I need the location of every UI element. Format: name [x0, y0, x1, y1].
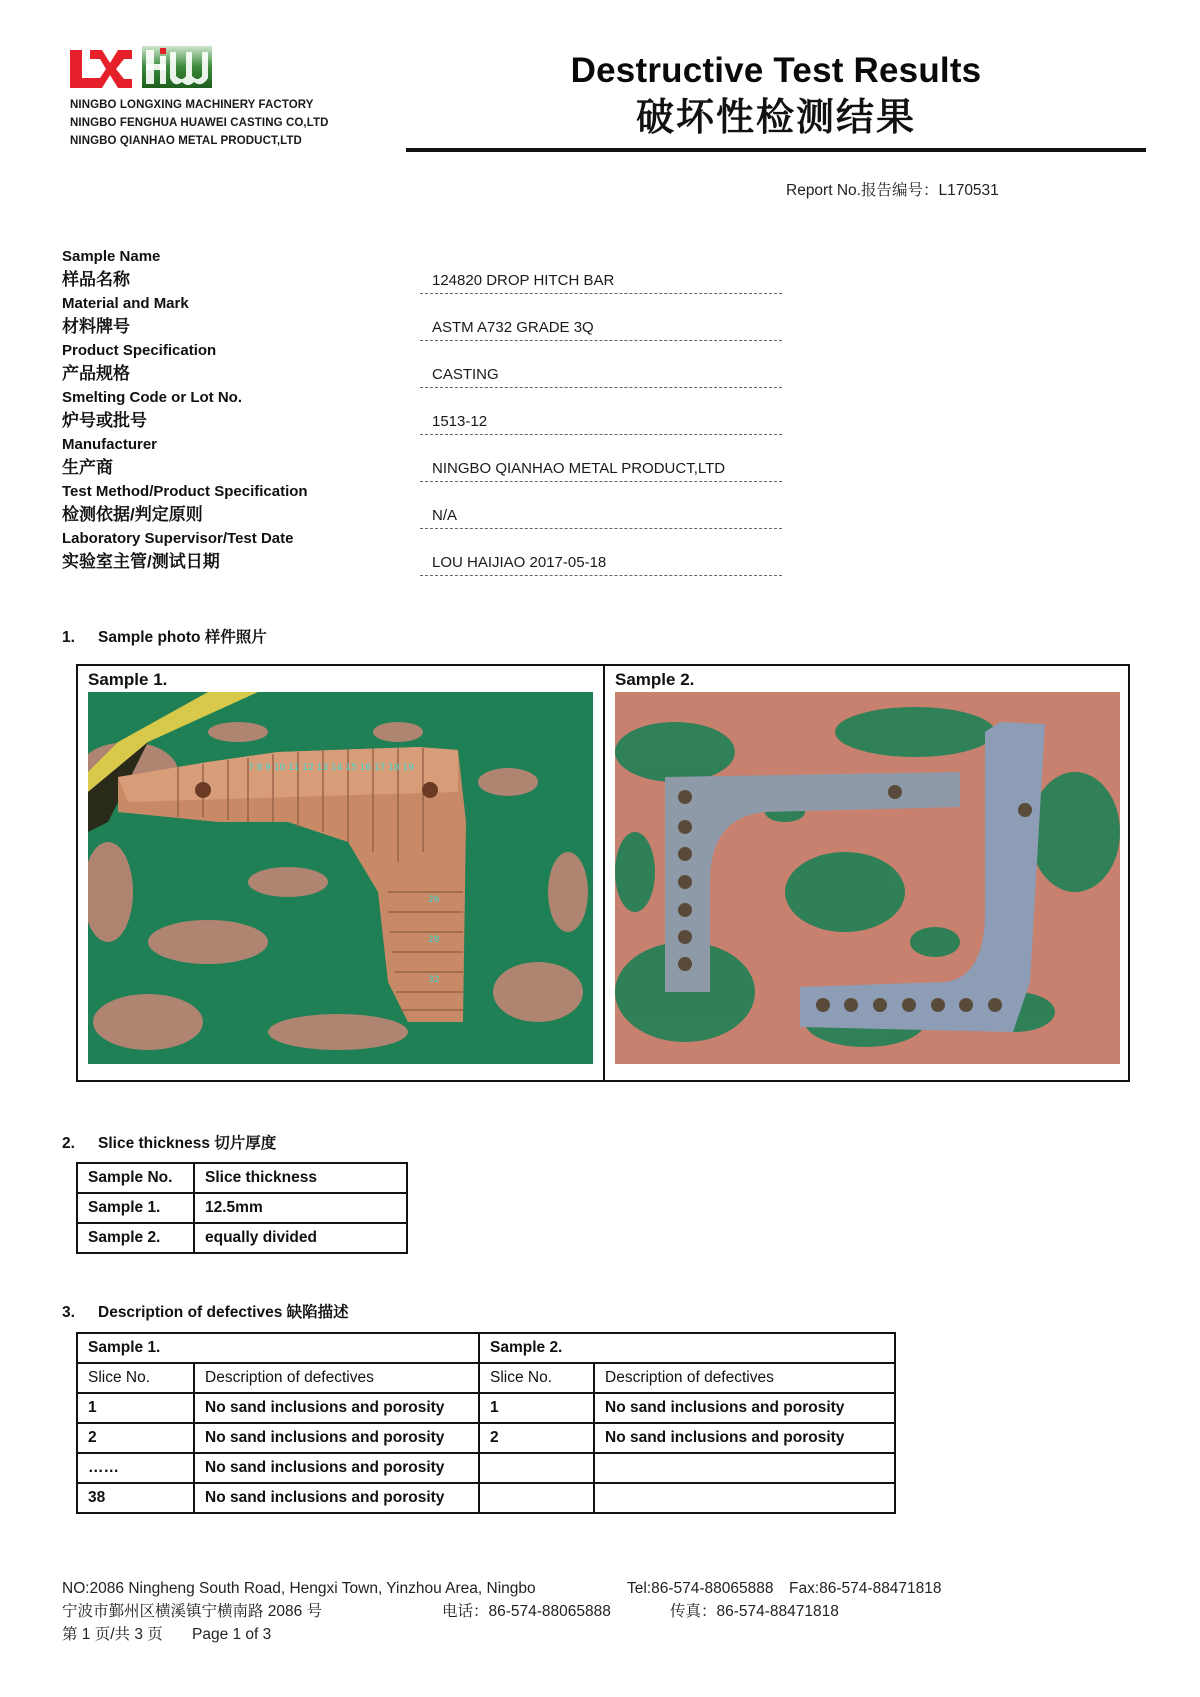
table-header: Slice No. [479, 1363, 594, 1393]
company-name: NINGBO QIANHAO METAL PRODUCT,LTD [70, 135, 302, 147]
table-cell: 2 [77, 1423, 194, 1453]
table-row [77, 1393, 895, 1423]
info-value: 1513-12 [420, 412, 782, 435]
hw-logo-icon [142, 46, 212, 88]
svg-text:32: 32 [428, 975, 440, 985]
table-cell: No sand inclusions and porosity [194, 1393, 479, 1423]
table-header: Slice thickness [194, 1163, 407, 1193]
svg-text:28: 28 [428, 935, 440, 945]
table-cell: equally divided [194, 1223, 407, 1253]
table-header: Slice No. [77, 1363, 194, 1393]
table-cell [594, 1453, 895, 1483]
table-header-row [77, 1163, 407, 1193]
table-header-row [77, 1363, 895, 1393]
table-group-row [77, 1333, 895, 1363]
footer-tel-en: Tel:86-574-88065888 [627, 1580, 774, 1597]
company-name: NINGBO LONGXING MACHINERY FACTORY [70, 99, 314, 111]
table-row [77, 1453, 895, 1483]
info-label-zh: 产品规格 [62, 364, 130, 383]
section-heading-thickness [62, 1131, 276, 1153]
info-value: NINGBO QIANHAO METAL PRODUCT,LTD [420, 459, 782, 482]
table-cell: 1 [77, 1393, 194, 1423]
defects-table [76, 1332, 896, 1514]
table-cell: 12.5mm [194, 1193, 407, 1223]
info-label-en: Material and Mark [62, 295, 189, 312]
info-label-en: Sample Name [62, 248, 161, 265]
table-cell: Sample 2. [77, 1223, 194, 1253]
table-cell: 38 [77, 1483, 194, 1513]
table-cell: No sand inclusions and porosity [194, 1483, 479, 1513]
table-cell: No sand inclusions and porosity [594, 1423, 895, 1453]
info-label-en: Test Method/Product Specification [62, 483, 308, 500]
info-value: LOU HAIJIAO 2017-05-18 [420, 553, 782, 576]
table-cell: …… [77, 1453, 194, 1483]
photo-label: Sample 1. [88, 670, 168, 689]
info-label-zh: 实验室主管/测试日期 [62, 552, 220, 571]
section-title: Slice thickness 切片厚度 [98, 1135, 277, 1152]
report-number-value: L170531 [938, 182, 999, 199]
table-cell: 1 [479, 1393, 594, 1423]
info-label-zh: 生产商 [62, 458, 113, 477]
table-cell [479, 1453, 594, 1483]
report-number [786, 178, 999, 200]
table-cell: Sample 1. [77, 1193, 194, 1223]
document-title [406, 50, 1146, 142]
table-row [77, 1483, 895, 1513]
info-row-material [62, 294, 802, 341]
thickness-table [76, 1162, 408, 1254]
info-label-en: Product Specification [62, 342, 217, 359]
table-row [77, 1223, 407, 1253]
section-heading-photo [62, 625, 267, 647]
company-names [70, 96, 370, 150]
svg-text:7 8 9 10 11 12 13 14 15 16 17: 7 8 9 10 11 12 13 14 15 16 17 18 19 [248, 763, 415, 773]
section-title: Description of defectives 缺陷描述 [98, 1304, 349, 1321]
footer [62, 1577, 1162, 1646]
title-chinese: 破坏性检测结果 [635, 97, 916, 139]
info-label-en: Laboratory Supervisor/Test Date [62, 530, 294, 547]
sample-2-photo [615, 692, 1120, 1064]
photo-cell-sample-1 [78, 666, 603, 1080]
lx-logo-icon [70, 50, 132, 88]
section-heading-defects [62, 1300, 349, 1322]
photo-table [76, 664, 1130, 1082]
info-label-zh: 检测依据/判定原则 [62, 505, 203, 524]
table-row [77, 1193, 407, 1223]
report-number-label: Report No.报告编号： [786, 182, 939, 199]
info-row-test-method [62, 482, 802, 529]
photo-label: Sample 2. [615, 670, 695, 689]
footer-tel-zh: 电话：86-574-88065888 [442, 1603, 611, 1620]
footer-line-en [62, 1577, 1162, 1600]
info-row-lot-no [62, 388, 802, 435]
sample-info [62, 247, 802, 576]
info-label-en: Manufacturer [62, 436, 158, 453]
table-cell [594, 1483, 895, 1513]
info-label-zh: 样品名称 [62, 270, 130, 289]
footer-line-zh [62, 1600, 1162, 1623]
info-row-manufacturer [62, 435, 802, 482]
table-group-header: Sample 2. [479, 1333, 895, 1363]
table-row [77, 1423, 895, 1453]
section-number: 1. [62, 629, 75, 646]
table-header: Description of defectives [194, 1363, 479, 1393]
section-number: 3. [62, 1304, 75, 1321]
svg-text:26: 26 [428, 895, 440, 905]
info-label-zh: 炉号或批号 [62, 411, 147, 430]
info-row-supervisor-date [62, 529, 802, 576]
table-header: Description of defectives [594, 1363, 895, 1393]
sample-1-photo [88, 692, 593, 1064]
table-cell: 2 [479, 1423, 594, 1453]
logos [70, 46, 370, 88]
footer-address-en: NO:2086 Ningheng South Road, Hengxi Town, Yinzhou Area, Ningbo [62, 1580, 536, 1597]
title-english: Destructive Test Results [570, 51, 982, 90]
info-row-sample-name [62, 247, 802, 294]
table-cell: No sand inclusions and porosity [594, 1393, 895, 1423]
title-divider [406, 148, 1146, 152]
page-number-zh: 第 1 页/共 3 页 [62, 1626, 163, 1643]
photo-cell-sample-2 [603, 666, 1128, 1080]
table-cell: No sand inclusions and porosity [194, 1423, 479, 1453]
footer-address-zh: 宁波市鄞州区横溪镇宁横南路 2086 号 [62, 1603, 323, 1620]
section-title: Sample photo 样件照片 [98, 629, 267, 646]
company-header [70, 46, 370, 150]
section-number: 2. [62, 1135, 75, 1152]
table-group-header: Sample 1. [77, 1333, 479, 1363]
company-name: NINGBO FENGHUA HUAWEI CASTING CO,LTD [70, 117, 329, 129]
info-value: ASTM A732 GRADE 3Q [420, 318, 782, 341]
table-header: Sample No. [77, 1163, 194, 1193]
info-label-zh: 材料牌号 [62, 317, 130, 336]
info-value: N/A [420, 506, 782, 529]
footer-fax-zh: 传真：86-574-88471818 [670, 1603, 839, 1620]
info-row-product-spec [62, 341, 802, 388]
table-cell [479, 1483, 594, 1513]
info-value: 124820 DROP HITCH BAR [420, 271, 782, 294]
info-label-en: Smelting Code or Lot No. [62, 389, 242, 406]
footer-page [62, 1623, 1162, 1646]
footer-fax-en: Fax:86-574-88471818 [789, 1580, 942, 1597]
info-value: CASTING [420, 365, 782, 388]
page-number-en: Page 1 of 3 [192, 1626, 272, 1643]
table-cell: No sand inclusions and porosity [194, 1453, 479, 1483]
